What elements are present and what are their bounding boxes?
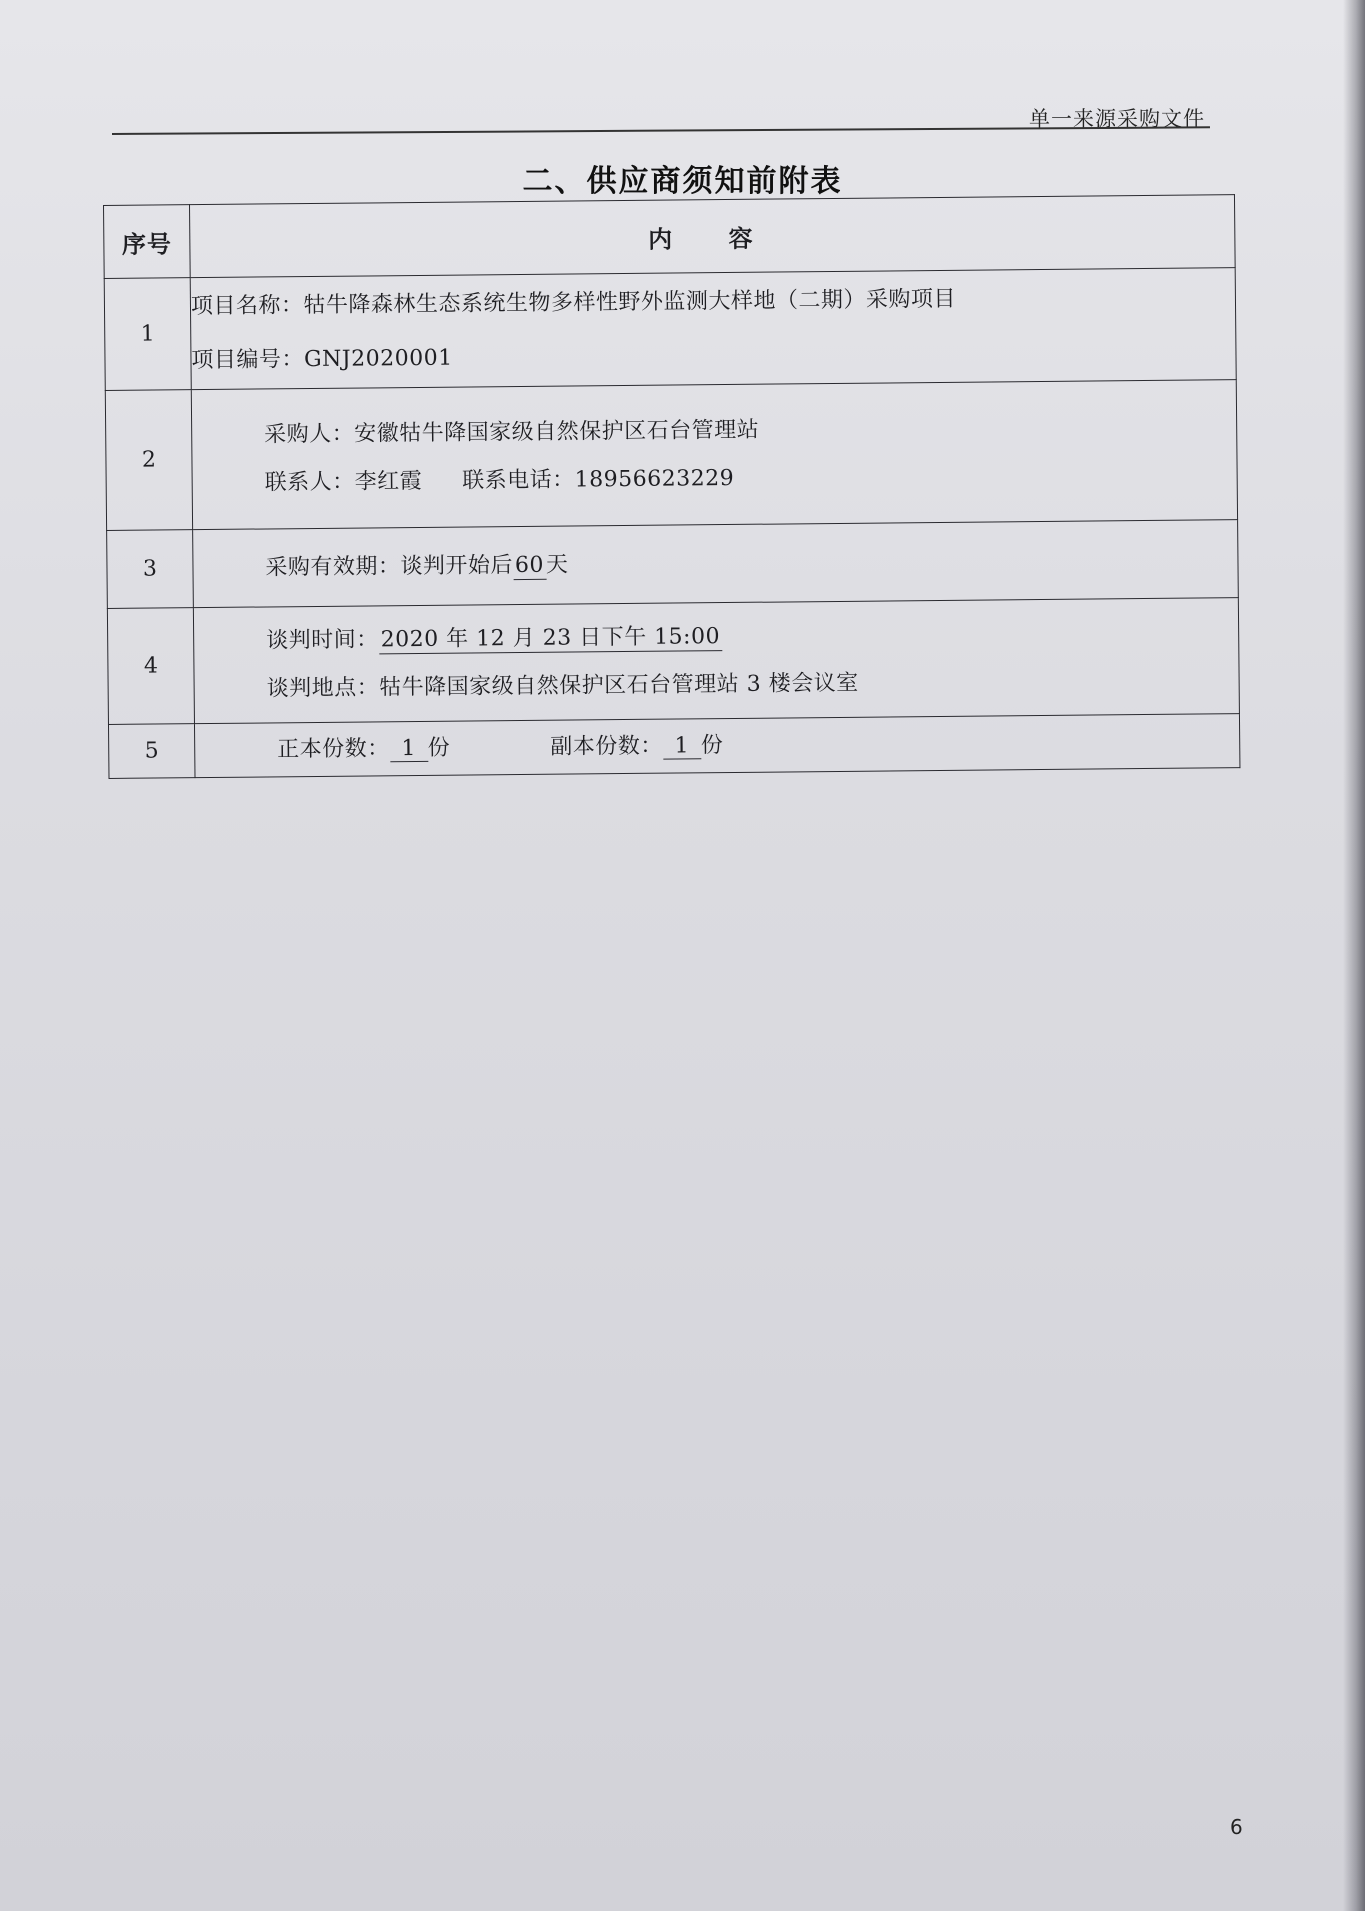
row-content — [191, 380, 1237, 530]
row-seq: 4 — [107, 608, 194, 725]
header-content — [190, 195, 1236, 278]
row-seq: 3 — [107, 530, 194, 609]
original-count: 1 — [390, 736, 428, 761]
contact-name: 李红霞 — [354, 468, 423, 495]
row-seq: 2 — [105, 390, 192, 531]
phone-label: 联系电话： — [462, 466, 575, 494]
purchaser-label: 采购人： — [264, 421, 355, 447]
row-content — [194, 714, 1239, 778]
original-count-label: 正本份数： — [277, 735, 390, 762]
copies-line — [277, 727, 1239, 764]
notice-table-wrapper — [103, 194, 1240, 779]
table-row — [105, 380, 1237, 531]
contact-label: 联系人： — [264, 469, 355, 495]
copy-unit: 份 — [700, 732, 724, 758]
header-content-label: 内 容 — [648, 224, 777, 254]
negotiation-time: 2020 年 12 月 23 日下午 15:00 — [379, 624, 723, 654]
page-title: 二、供应商须知前附表 — [522, 164, 843, 199]
table-row — [104, 268, 1236, 391]
project-code: GNJ2020001 — [303, 345, 453, 372]
phone-number: 18956623229 — [574, 465, 735, 492]
contact-line — [265, 460, 1237, 497]
spacer — [450, 753, 550, 754]
table-row — [108, 714, 1239, 779]
notice-table — [103, 194, 1240, 779]
table-row — [107, 598, 1239, 725]
validity-line — [265, 545, 1237, 582]
copy-count: 1 — [663, 734, 701, 759]
page-number: 6 — [1230, 1815, 1243, 1839]
original-unit: 份 — [427, 735, 451, 761]
negotiation-place-line — [267, 666, 1239, 703]
project-code-line — [191, 337, 1235, 375]
project-code-label: 项目编号： — [191, 346, 305, 373]
negotiation-place: 牯牛降国家级自然保护区石台管理站 3 楼会议室 — [379, 670, 859, 700]
row-seq: 5 — [108, 724, 195, 779]
project-name-label: 项目名称： — [190, 292, 304, 319]
negotiation-time-line — [266, 618, 1238, 655]
header-doc-type: 单一来源采购文件 — [1029, 107, 1205, 131]
row-content — [190, 268, 1236, 390]
purchaser-line — [264, 412, 1236, 449]
row-content — [193, 520, 1239, 608]
purchaser: 安徽牯牛降国家级自然保护区石台管理站 — [354, 417, 760, 447]
row-content — [193, 598, 1239, 724]
copy-count-label: 副本份数： — [550, 733, 663, 760]
header-seq: 序号 — [104, 205, 191, 279]
project-name: 牯牛降森林生态系统生物多样性野外监测大样地（二期）采购项目 — [303, 286, 957, 318]
row-seq: 1 — [104, 278, 191, 391]
page-edge-shadow — [1343, 0, 1365, 1911]
table-header-row — [104, 195, 1236, 279]
validity-suffix: 天 — [545, 552, 569, 578]
table-row — [107, 520, 1239, 609]
validity-days: 60 — [513, 552, 546, 579]
negotiation-place-label: 谈判地点： — [266, 674, 380, 701]
project-name-line — [191, 283, 1235, 321]
negotiation-time-label: 谈判时间： — [266, 626, 379, 653]
validity-prefix: 采购有效期：谈判开始后 — [265, 552, 514, 580]
